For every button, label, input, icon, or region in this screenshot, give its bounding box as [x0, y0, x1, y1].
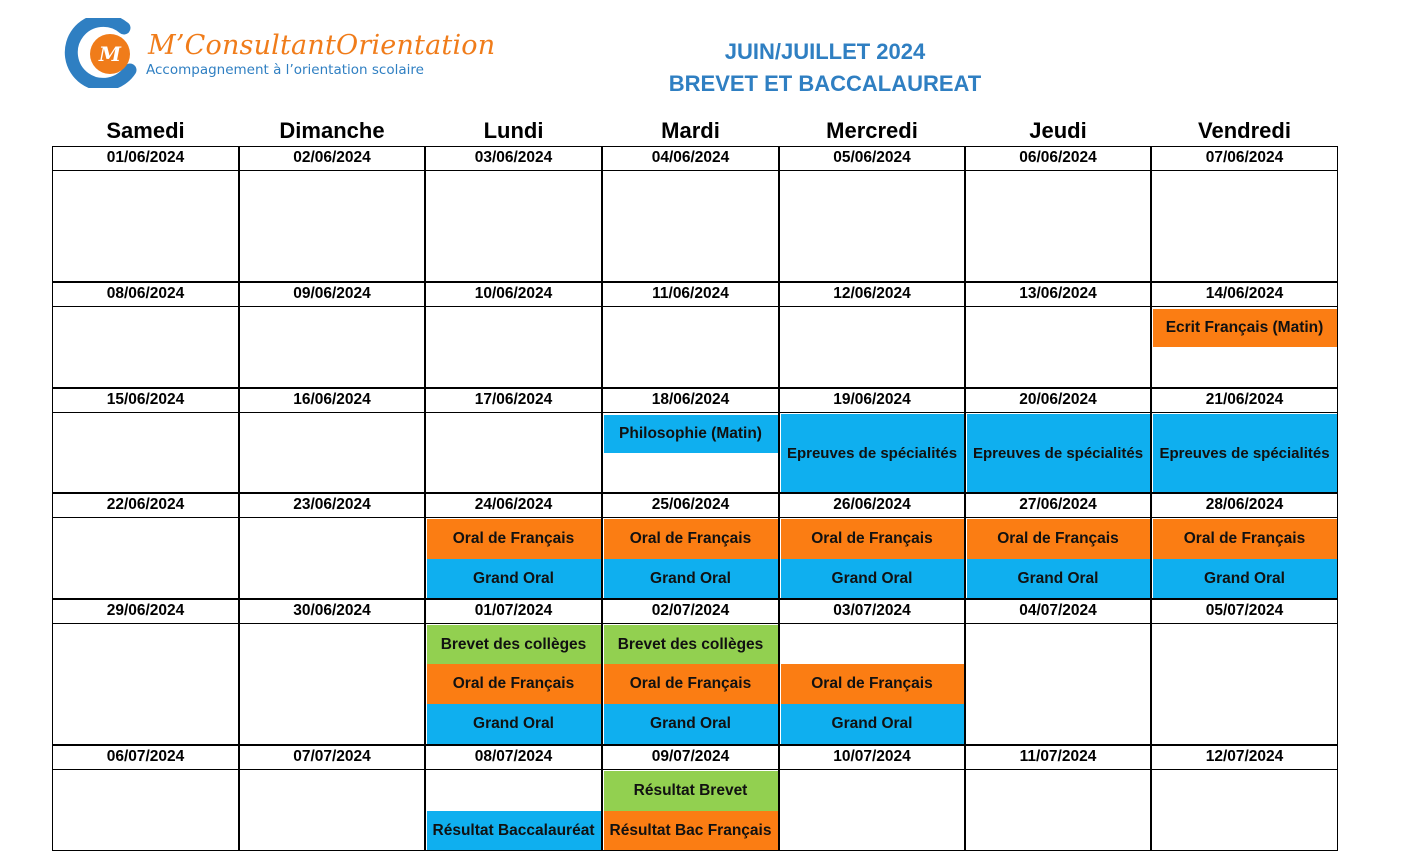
- date-cell: 01/07/2024: [425, 599, 602, 624]
- day-cell: [52, 412, 239, 494]
- day-cell: [52, 623, 239, 746]
- event-block: Oral de Français: [781, 519, 964, 559]
- event-block: Epreuves de spécialités: [781, 414, 964, 492]
- cmo-logo-icon: [64, 18, 144, 88]
- day-cell: [239, 769, 425, 851]
- date-cell: 16/06/2024: [239, 388, 425, 413]
- date-cell: 20/06/2024: [965, 388, 1151, 413]
- event-block: Oral de Français: [967, 519, 1150, 559]
- date-cell: 11/06/2024: [602, 282, 779, 307]
- date-cell: 10/06/2024: [425, 282, 602, 307]
- date-cell: 28/06/2024: [1151, 493, 1338, 518]
- date-cell: 01/06/2024: [52, 146, 239, 171]
- date-cell: 23/06/2024: [239, 493, 425, 518]
- day-cell: [425, 170, 602, 283]
- day-cell: [1151, 623, 1338, 746]
- day-header-mercredi: Mercredi: [826, 118, 918, 143]
- date-cell: 29/06/2024: [52, 599, 239, 624]
- day-cell: [239, 623, 425, 746]
- date-cell: 12/07/2024: [1151, 745, 1338, 770]
- event-block: Epreuves de spécialités: [967, 414, 1150, 492]
- date-cell: 02/07/2024: [602, 599, 779, 624]
- date-cell: 30/06/2024: [239, 599, 425, 624]
- date-cell: 07/06/2024: [1151, 146, 1338, 171]
- event-block: Grand Oral: [781, 559, 964, 598]
- day-cell: [52, 769, 239, 851]
- day-cell: [239, 170, 425, 283]
- event-block: Grand Oral: [781, 704, 964, 744]
- event-block: Brevet des collèges: [427, 625, 601, 664]
- date-cell: 06/07/2024: [52, 745, 239, 770]
- brand-name: M’ConsultantOrientation: [148, 30, 496, 61]
- date-cell: 05/06/2024: [779, 146, 965, 171]
- day-header-jeudi: Jeudi: [1029, 118, 1087, 143]
- svg-text:M: M: [98, 42, 122, 66]
- event-block: Grand Oral: [427, 704, 601, 744]
- day-cell: [239, 412, 425, 494]
- page-title: JUIN/JUILLET 2024: [724, 39, 926, 64]
- day-cell: [965, 306, 1151, 389]
- date-cell: 10/07/2024: [779, 745, 965, 770]
- event-block: Oral de Français: [604, 664, 778, 704]
- event-block: Oral de Français: [1153, 519, 1337, 559]
- date-cell: 05/07/2024: [1151, 599, 1338, 624]
- page-subtitle: BREVET ET BACCALAUREAT: [668, 71, 982, 96]
- date-cell: 13/06/2024: [965, 282, 1151, 307]
- event-block: Oral de Français: [604, 519, 778, 559]
- date-cell: 03/06/2024: [425, 146, 602, 171]
- date-cell: 02/06/2024: [239, 146, 425, 171]
- brand-tagline: Accompagnement à l’orientation scolaire: [146, 62, 424, 78]
- date-cell: 09/06/2024: [239, 282, 425, 307]
- date-cell: 04/06/2024: [602, 146, 779, 171]
- calendar-grid: [52, 146, 1338, 851]
- day-cell: [965, 769, 1151, 851]
- day-cell: [425, 412, 602, 494]
- day-cell: [52, 170, 239, 283]
- day-header-lundi: Lundi: [483, 118, 544, 143]
- day-cell: [965, 170, 1151, 283]
- day-cell: [779, 306, 965, 389]
- date-cell: 11/07/2024: [965, 745, 1151, 770]
- day-cell: [1151, 170, 1338, 283]
- day-header-vendredi: Vendredi: [1198, 118, 1291, 143]
- event-block: Résultat Brevet: [604, 771, 778, 811]
- event-block: Philosophie (Matin): [604, 415, 778, 453]
- date-cell: 22/06/2024: [52, 493, 239, 518]
- event-block: Résultat Baccalauréat: [427, 811, 601, 850]
- brand-logo: [64, 18, 564, 88]
- date-cell: 06/06/2024: [965, 146, 1151, 171]
- day-cell: [425, 306, 602, 389]
- date-cell: 03/07/2024: [779, 599, 965, 624]
- date-cell: 08/06/2024: [52, 282, 239, 307]
- date-cell: 27/06/2024: [965, 493, 1151, 518]
- date-cell: 09/07/2024: [602, 745, 779, 770]
- date-cell: 26/06/2024: [779, 493, 965, 518]
- day-header-mardi: Mardi: [661, 118, 720, 143]
- day-cell: [602, 170, 779, 283]
- day-cell: [779, 170, 965, 283]
- date-cell: 24/06/2024: [425, 493, 602, 518]
- event-block: Oral de Français: [427, 519, 601, 559]
- date-cell: 12/06/2024: [779, 282, 965, 307]
- day-header-dimanche: Dimanche: [279, 118, 385, 143]
- day-cell: [52, 306, 239, 389]
- date-cell: 19/06/2024: [779, 388, 965, 413]
- day-header-samedi: Samedi: [106, 118, 185, 143]
- date-cell: 14/06/2024: [1151, 282, 1338, 307]
- date-cell: 04/07/2024: [965, 599, 1151, 624]
- day-cell: [239, 517, 425, 600]
- date-cell: 25/06/2024: [602, 493, 779, 518]
- event-block: Brevet des collèges: [604, 625, 778, 664]
- event-block: Ecrit Français (Matin): [1153, 309, 1337, 347]
- day-cell: [1151, 769, 1338, 851]
- event-block: Oral de Français: [781, 664, 964, 704]
- date-cell: 08/07/2024: [425, 745, 602, 770]
- event-block: Grand Oral: [604, 704, 778, 744]
- day-cell: [602, 306, 779, 389]
- day-cell: [239, 306, 425, 389]
- date-cell: 15/06/2024: [52, 388, 239, 413]
- event-block: Grand Oral: [967, 559, 1150, 598]
- event-block: Grand Oral: [427, 559, 601, 598]
- date-cell: 21/06/2024: [1151, 388, 1338, 413]
- event-block: Epreuves de spécialités: [1153, 414, 1337, 492]
- event-block: Grand Oral: [1153, 559, 1337, 598]
- day-cell: [965, 623, 1151, 746]
- event-block: Oral de Français: [427, 664, 601, 704]
- date-cell: 07/07/2024: [239, 745, 425, 770]
- date-cell: 17/06/2024: [425, 388, 602, 413]
- date-cell: 18/06/2024: [602, 388, 779, 413]
- day-cell: [52, 517, 239, 600]
- day-cell: [779, 769, 965, 851]
- event-block: Grand Oral: [604, 559, 778, 598]
- event-block: Résultat Bac Français: [604, 811, 778, 850]
